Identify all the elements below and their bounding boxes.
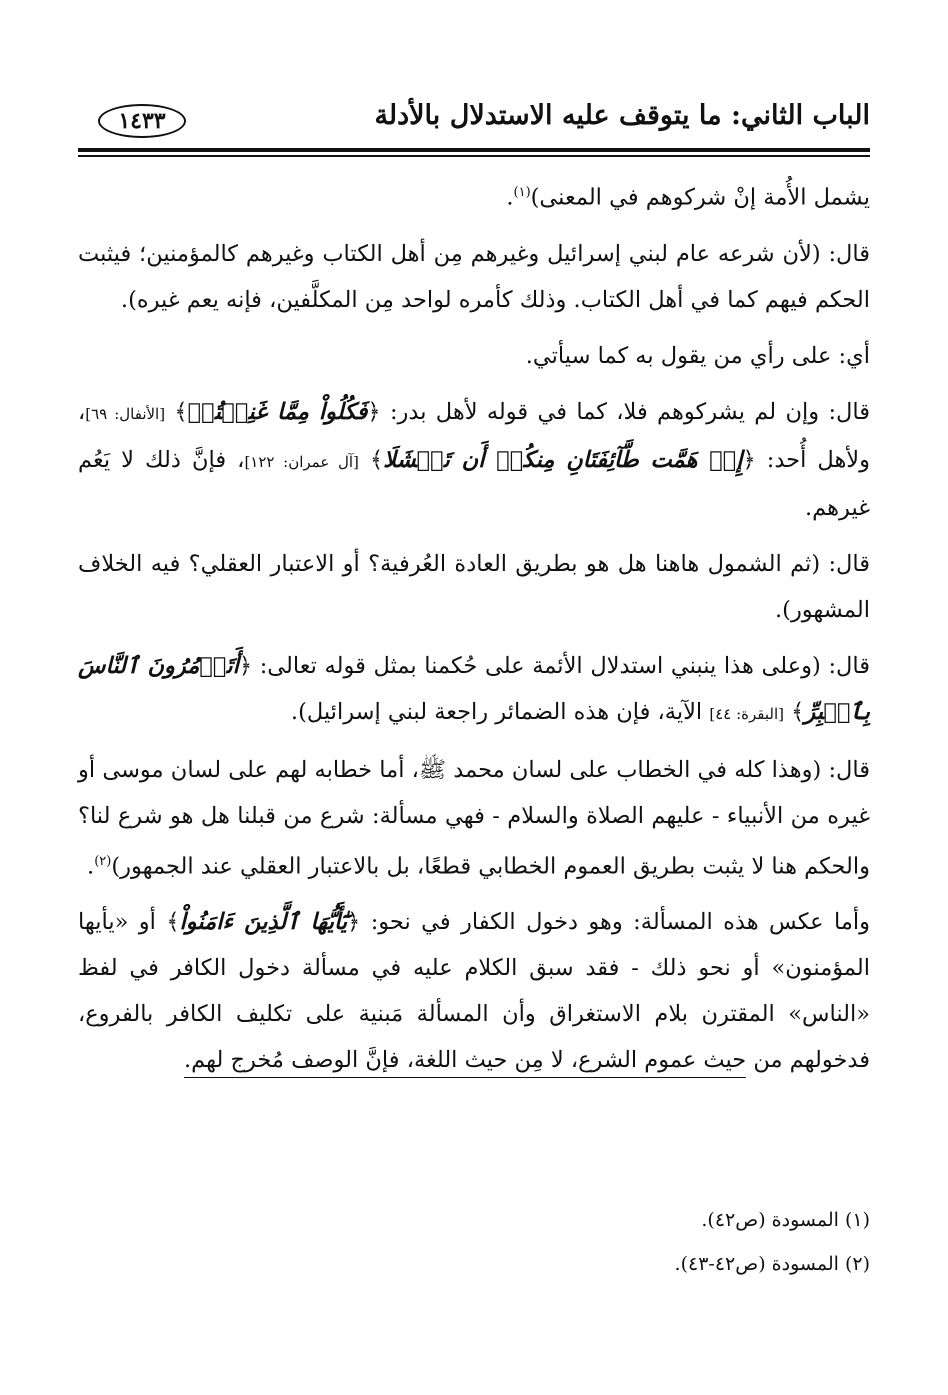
paragraph-5: قال: (ثم الشمول هاهنا هل هو بطريق العادة العُرفية؟ أو الاعتبار العقلي؟ فيه الخلاف المشهور).: [78, 550, 870, 623]
chapter-title: الباب الثاني: ما يتوقف عليه الاستدلال بالأدلة: [374, 100, 870, 131]
quran-verse: أَتَأۡمُرُونَ ٱلنَّاسَ بِٱلۡبِرِّ: [78, 652, 870, 725]
text-span: قال: (وعلى هذا ينبني استدلال الأئمة على حُكمنا بمثل قوله تعالى: ﴿: [238, 652, 870, 679]
quran-verse: يَٰٓأَيُّهَا ٱلَّذِينَ ءَامَنُواْ: [179, 909, 348, 935]
paragraph-6: [78, 643, 870, 737]
footnote-1: (١) المسودة (ص٤٢).: [701, 1209, 870, 1231]
text-span: الآية، فإن هذه الضمائر راجعة لبني إسرائيل).: [290, 698, 710, 725]
running-header: [78, 100, 870, 140]
verse-reference: [آل عمران: ١٢٢]: [244, 452, 359, 471]
text-span: ﴾: [784, 698, 805, 725]
verse-reference: [البقرة: ٤٤]: [709, 704, 784, 723]
header-rule-thick: [78, 148, 870, 152]
text-span: ، ولأهل أُحد: ﴿: [78, 398, 871, 473]
paragraph-text: يشمل الأُمة إنْ شركوهم في المعنى): [530, 184, 870, 211]
paragraph-3: أي: على رأي من يقول به كما سيأتي.: [525, 342, 870, 369]
text-span: قال: وإن لم يشركوهم فلا، كما في قوله لأهل بدر: ﴿: [367, 398, 870, 425]
footnote-2: (٢) المسودة (ص٤٢-٤٣).: [674, 1253, 870, 1275]
paragraph-end: .: [506, 184, 514, 211]
quran-verse: إِذۡ هَمَّت طَّآئِفَتَانِ مِنكُمۡ أَن تَفۡشَلَا: [383, 446, 743, 473]
header-rule-thin: [78, 155, 870, 157]
text-span: ﴾ أو «يأيها المؤمنون» أو نحو ذلك - فقد سبق الكلام عليه في مسألة دخول الكافر في لفظ «الناس» المقترن بلام الاستغراق وأن المسألة مَبنية على تكليف الكافر بالفروع، فدخولهم من: [78, 909, 870, 1073]
paragraph-7: [78, 747, 870, 890]
underlined-text: حيث عموم الشرع، لا مِن حيث اللغة، فإنَّ الوصف مُخرج لهم.: [184, 1047, 746, 1078]
text-span: ، فإنَّ ذلك لا يَعُم غيرهم.: [78, 446, 870, 521]
paragraph-end: .: [87, 853, 95, 879]
footnotes: [78, 1198, 870, 1286]
main-text: [78, 170, 870, 1093]
page-number-badge: ١٤٣٣: [98, 104, 186, 138]
verse-reference: [الأنفال: ٦٩]: [85, 404, 166, 423]
paragraph-2: قال: (لأن شرعه عام لبني إسرائيل وغيرهم مِن أهل الكتاب وغيرهم كالمؤمنين؛ فيثبت الحكم فيهم كما في أهل الكتاب. وذلك كأمره لواحد مِن المكلَّفين، فإنه يعم غيره).: [78, 240, 870, 313]
footnote-ref-1: (١): [513, 185, 531, 200]
paragraph-1: [78, 170, 870, 221]
paragraph-4: [78, 389, 870, 531]
quran-verse: فَكُلُواْ مِمَّا غَنِمۡتُمۡ: [187, 398, 368, 425]
text-span: ﴾: [358, 446, 384, 473]
text-span: ﴾: [165, 398, 188, 425]
text-span: وأما عكس هذه المسألة: وهو دخول الكفار في نحو: ﴿: [347, 909, 870, 935]
footnote-ref-2: (٢): [94, 853, 112, 869]
paragraph-8: [78, 899, 870, 1083]
paragraph-text: قال: (وهذا كله في الخطاب على لسان محمد ﷺ، أما خطابه لهم على لسان موسى أو غيره من الأنبياء - عليهم الصلاة والسلام - فهي مسألة: شرع من قبلنا هل هو شرع لنا؟ والحكم هنا لا يثبت بطريق العموم الخطابي قطعًا، بل بالاعتبار العقلي عند الجمهور): [78, 756, 870, 879]
